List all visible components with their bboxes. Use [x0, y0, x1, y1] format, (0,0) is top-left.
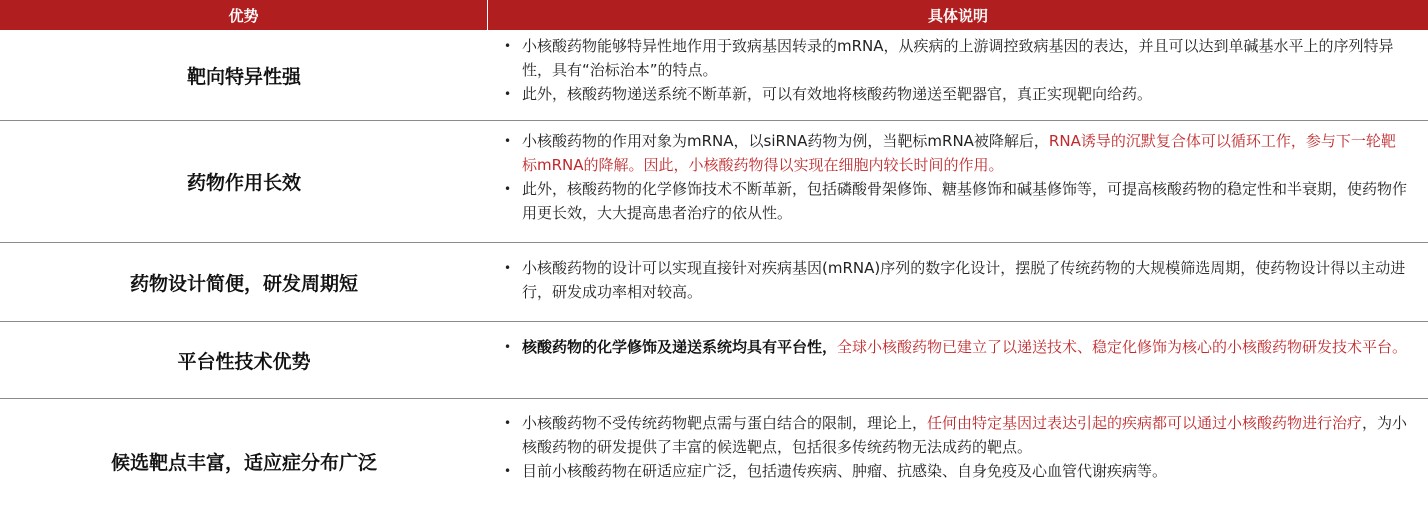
bullet-text: 小核酸药物的设计可以实现直接针对疾病基因(mRNA)序列的数字化设计，摆脱了传统药物的大规模筛选周期，使药物设计得以主动进行，研发成功率相对较高。 [522, 259, 1406, 301]
row-details [488, 322, 1428, 398]
row-title: 靶向特异性强 [186, 65, 301, 88]
bullet-text: 此外，核酸药物递送系统不断革新，可以有效地将核酸药物递送至靶器官，真正实现靶向给药。 [522, 85, 1153, 103]
row-details [488, 399, 1428, 524]
bullet-item [494, 335, 1410, 359]
row-details [488, 121, 1428, 242]
row-title: 药物作用长效 [186, 172, 301, 194]
bullet-dot: • [504, 134, 512, 148]
bullet-dot: • [504, 39, 512, 53]
table-row [0, 322, 1428, 399]
bullet-text: 全球小核酸药物已建立了以递送技术、稳定化修饰为核心的小核酸药物研发技术平台。 [837, 338, 1408, 356]
bullet-text: 目前小核酸药物在研适应症广泛，包括遗传疾病、肿瘤、抗感染、自身免疫及心血管代谢疾病等。 [522, 462, 1168, 480]
bullet-text: RNA诱导的沉默复合体可以循环工作，参与下一轮靶标mRNA的降解。因此，小核酸药物得以实现在细胞内较长时间的作用。 [522, 132, 1396, 174]
bullet-dot: • [504, 182, 512, 196]
bullet-item [494, 459, 1410, 483]
table-header [0, 0, 1428, 30]
bullet-text: 任何由特定基因过表达引起的疾病都可以通过小核酸药物进行治疗 [927, 414, 1363, 432]
row-details [488, 243, 1428, 321]
bullet-text: 核酸药物的化学修饰及递送系统均具有平台性， [522, 338, 838, 356]
table-row [0, 243, 1428, 322]
table-row [0, 399, 1428, 524]
bullet-list [494, 411, 1410, 483]
bullet-item [494, 256, 1410, 304]
bullet-text: 小核酸药物不受传统药物靶点需与蛋白结合的限制，理论上， [522, 414, 928, 432]
bullet-list [494, 129, 1410, 225]
bullet-item [494, 177, 1410, 225]
bullet-dot: • [504, 87, 512, 101]
table-row [0, 30, 1428, 121]
bullet-item [494, 34, 1410, 82]
row-title: 候选靶点丰富，适应症分布广泛 [110, 452, 377, 474]
bullet-item [494, 411, 1410, 459]
header-detail: 具体说明 [927, 6, 988, 25]
bullet-list [494, 256, 1410, 304]
bullet-list [494, 335, 1410, 359]
row-title: 平台性技术优势 [177, 350, 311, 373]
header-advantage: 优势 [0, 0, 488, 30]
row-title: 药物设计简便，研发周期短 [129, 272, 358, 295]
bullet-dot: • [504, 261, 512, 275]
table-row [0, 121, 1428, 243]
bullet-text: 小核酸药物能够特异性地作用于致病基因转录的mRNA，从疾病的上游调控致病基因的表达，并且可以达到单碱基水平上的序列特异性，具有“治标治本”的特点。 [522, 37, 1394, 79]
bullet-item [494, 129, 1410, 177]
row-details [488, 30, 1428, 120]
bullet-dot: • [504, 340, 512, 354]
bullet-text: 小核酸药物的作用对象为mRNA，以siRNA药物为例，当靶标mRNA被降解后， [522, 132, 1049, 150]
bullet-text: ，为小核酸药物的研发提供了丰富的候选靶点，包括很多传统药物无法成药的靶点。 [522, 414, 1408, 456]
bullet-list [494, 34, 1410, 106]
bullet-dot: • [504, 464, 512, 478]
bullet-item [494, 82, 1410, 106]
bullet-text: 此外，核酸药物的化学修饰技术不断革新，包括磷酸骨架修饰、糖基修饰和碱基修饰等，可提高核酸药物的稳定性和半衰期，使药物作用更长效，大大提高患者治疗的依从性。 [522, 180, 1408, 222]
bullet-dot: • [504, 416, 512, 430]
